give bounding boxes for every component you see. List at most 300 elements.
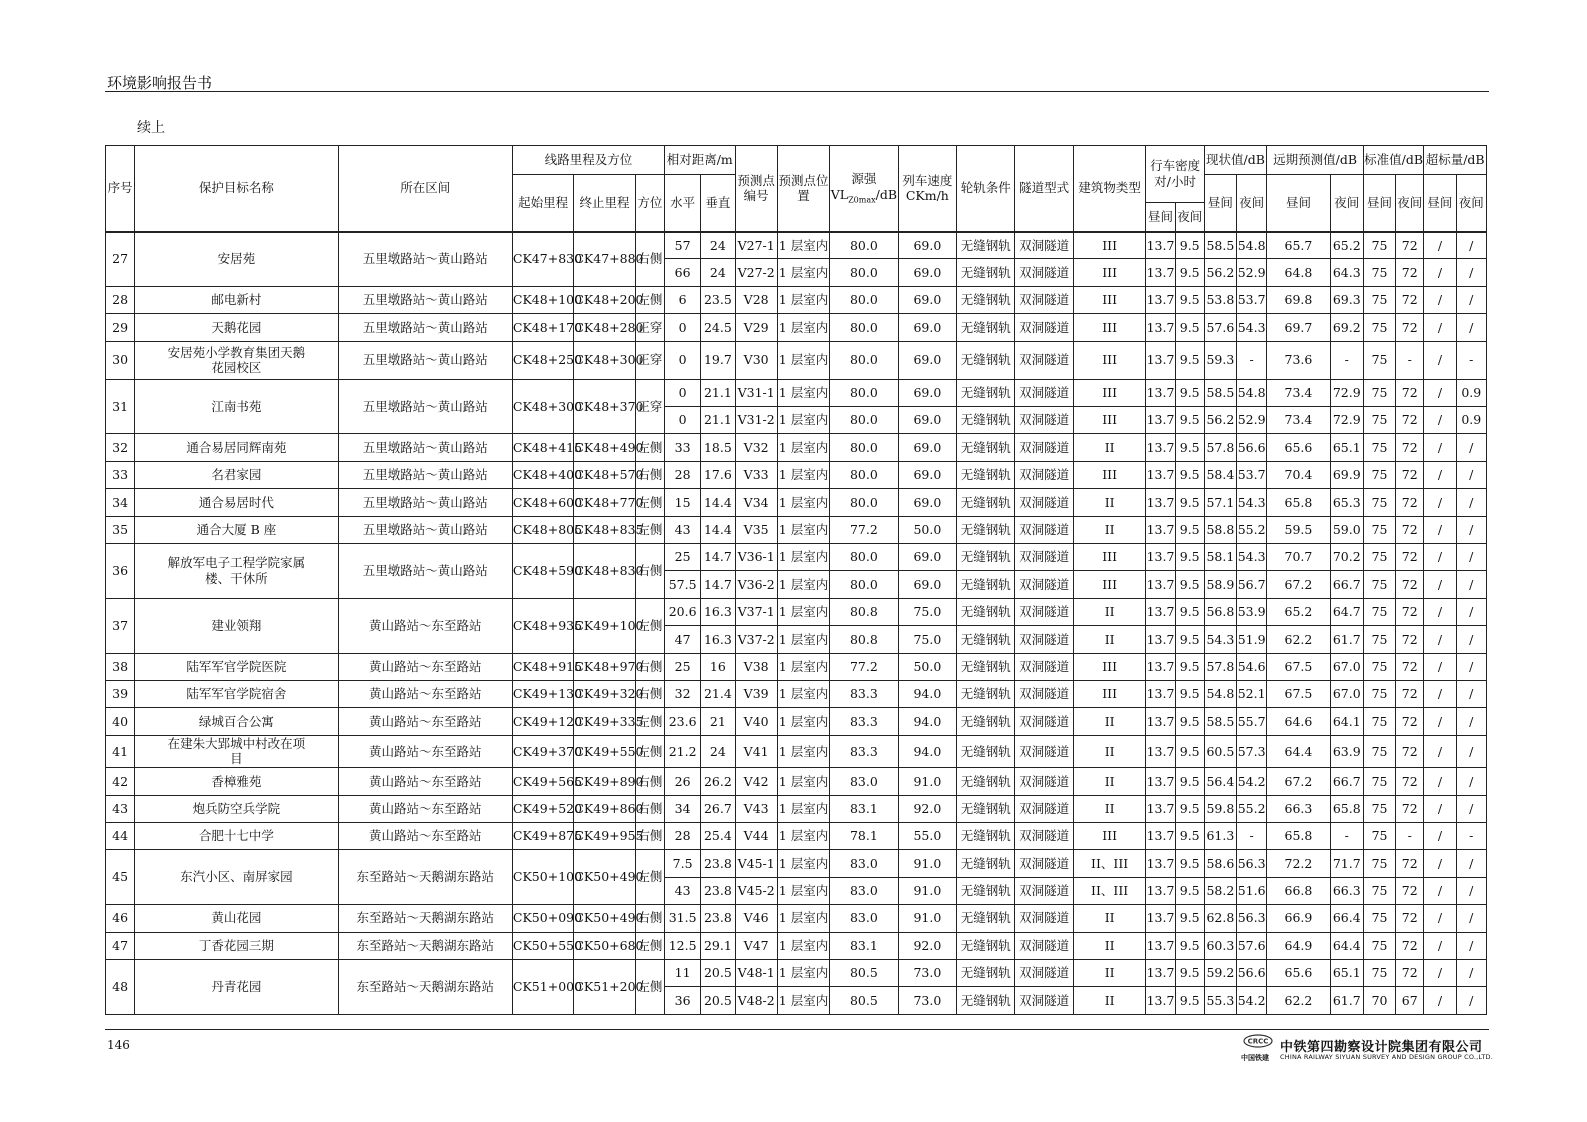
cell-speed: 92.0 <box>898 932 956 959</box>
page-number: 146 <box>107 1038 130 1052</box>
cell-start: CK48+250 <box>512 341 573 379</box>
cell-forecast-day: 59.5 <box>1267 516 1330 543</box>
cell-rail: 无缝钢轨 <box>957 735 1015 767</box>
header-distance-group: 相对距离/m <box>665 146 736 175</box>
cell-section: 黄山路站～东至路站 <box>338 795 512 822</box>
cell-forecast-night: 71.7 <box>1330 850 1363 877</box>
cell-name: 合肥十七中学 <box>135 822 338 849</box>
cell-horizontal: 0 <box>665 379 701 406</box>
cell-density-day: 13.7 <box>1146 407 1175 434</box>
cell-standard-night: 72 <box>1396 795 1424 822</box>
cell-standard-day: 75 <box>1363 259 1395 286</box>
cell-forecast-night: 61.7 <box>1330 626 1363 653</box>
cell-status-day: 56.8 <box>1204 598 1236 625</box>
cell-density-night: 9.5 <box>1175 407 1204 434</box>
cell-status-day: 58.4 <box>1204 461 1236 488</box>
cell-horizontal: 36 <box>665 987 701 1015</box>
cell-forecast-day: 70.4 <box>1267 461 1330 488</box>
footer-rule <box>105 1029 1489 1030</box>
cell-exceed-day: / <box>1424 407 1456 434</box>
cell-source: 80.0 <box>830 232 898 259</box>
cell-start: CK48+935 <box>512 598 573 653</box>
cell-speed: 69.0 <box>898 489 956 516</box>
cell-density-night: 9.5 <box>1175 681 1204 708</box>
cell-start: CK48+805 <box>512 516 573 543</box>
cell-horizontal: 6 <box>665 286 701 313</box>
cell-point-pos: 1 层室内 <box>777 598 829 625</box>
cell-exceed-night: / <box>1456 544 1486 571</box>
cell-rail: 无缝钢轨 <box>957 653 1015 680</box>
cell-vertical: 14.7 <box>701 544 735 571</box>
cell-tunnel: 双洞隧道 <box>1015 434 1073 461</box>
cell-building: III <box>1073 822 1146 849</box>
cell-status-night: 54.6 <box>1237 653 1267 680</box>
header-forecast-group: 远期预测值/dB <box>1267 146 1364 175</box>
cell-section: 东至路站～天鹅湖东路站 <box>338 850 512 905</box>
cell-forecast-night: 72.9 <box>1330 379 1363 406</box>
table-row <box>106 489 1487 516</box>
cell-exceed-day: / <box>1424 489 1456 516</box>
cell-start: CK50+550 <box>512 932 573 959</box>
cell-density-night: 9.5 <box>1175 379 1204 406</box>
cell-source: 83.1 <box>830 932 898 959</box>
cell-vertical: 16.3 <box>701 626 735 653</box>
cell-point-pos: 1 层室内 <box>777 822 829 849</box>
cell-forecast-day: 70.7 <box>1267 544 1330 571</box>
cell-seq: 35 <box>106 516 135 543</box>
cell-name: 名君家园 <box>135 461 338 488</box>
cell-rail: 无缝钢轨 <box>957 932 1015 959</box>
cell-forecast-day: 66.8 <box>1267 877 1330 904</box>
cell-horizontal: 23.6 <box>665 708 701 735</box>
cell-point-pos: 1 层室内 <box>777 987 829 1015</box>
cell-start: CK49+370 <box>512 735 573 767</box>
cell-status-day: 58.5 <box>1204 708 1236 735</box>
cell-density-night: 9.5 <box>1175 905 1204 932</box>
cell-status-night: 55.2 <box>1237 516 1267 543</box>
cell-exceed-night: / <box>1456 314 1486 341</box>
cell-exceed-night: - <box>1456 341 1486 379</box>
cell-start: CK49+565 <box>512 768 573 795</box>
cell-building: III <box>1073 544 1146 571</box>
cell-point-no: V35 <box>735 516 777 543</box>
cell-point-no: V36-2 <box>735 571 777 598</box>
cell-vertical: 14.4 <box>701 516 735 543</box>
table-row <box>106 314 1487 341</box>
cell-end: CK48+570 <box>574 461 635 488</box>
cell-exceed-day: / <box>1424 379 1456 406</box>
table-row <box>106 959 1487 986</box>
cell-building: III <box>1073 232 1146 259</box>
cell-status-day: 60.5 <box>1204 735 1236 767</box>
cell-tunnel: 双洞隧道 <box>1015 516 1073 543</box>
header-status-night: 夜间 <box>1237 175 1267 232</box>
cell-horizontal: 34 <box>665 795 701 822</box>
cell-exceed-day: / <box>1424 341 1456 379</box>
cell-horizontal: 57 <box>665 232 701 259</box>
cell-name: 通合易居时代 <box>135 489 338 516</box>
cell-rail: 无缝钢轨 <box>957 877 1015 904</box>
cell-exceed-night: / <box>1456 877 1486 904</box>
cell-end: CK48+490 <box>574 434 635 461</box>
cell-vertical: 17.6 <box>701 461 735 488</box>
header-status-day: 昼间 <box>1204 175 1236 232</box>
cell-forecast-night: 65.1 <box>1330 959 1363 986</box>
header-tunnel: 隧道型式 <box>1015 146 1073 232</box>
cell-density-night: 9.5 <box>1175 314 1204 341</box>
cell-horizontal: 33 <box>665 434 701 461</box>
cell-status-day: 58.5 <box>1204 232 1236 259</box>
header-source-vl: VL <box>830 186 849 202</box>
cell-forecast-night: 64.1 <box>1330 708 1363 735</box>
header-rule <box>105 91 1489 92</box>
noise-prediction-table-container <box>105 145 1487 1015</box>
cell-name: 东汽小区、南屏家园 <box>135 850 338 905</box>
cell-standard-night: 72 <box>1396 259 1424 286</box>
header-section: 所在区间 <box>338 146 512 232</box>
cell-point-no: V48-2 <box>735 987 777 1015</box>
cell-speed: 73.0 <box>898 987 956 1015</box>
cell-exceed-day: / <box>1424 314 1456 341</box>
cell-source: 83.3 <box>830 708 898 735</box>
cell-name: 陆军军官学院医院 <box>135 653 338 680</box>
cell-source: 83.0 <box>830 768 898 795</box>
header-start: 起始里程 <box>512 175 573 232</box>
cell-vertical: 21.4 <box>701 681 735 708</box>
company-name-cn: 中铁第四勘察设计院集团有限公司 <box>1280 1040 1483 1055</box>
cell-building: II <box>1073 959 1146 986</box>
cell-standard-day: 75 <box>1363 735 1395 767</box>
cell-forecast-night: 61.7 <box>1330 987 1363 1015</box>
cell-speed: 69.0 <box>898 379 956 406</box>
cell-standard-day: 75 <box>1363 822 1395 849</box>
cell-status-night: 52.9 <box>1237 259 1267 286</box>
cell-point-pos: 1 层室内 <box>777 768 829 795</box>
cell-name: 炮兵防空兵学院 <box>135 795 338 822</box>
cell-forecast-night: 66.7 <box>1330 571 1363 598</box>
cell-vertical: 26.7 <box>701 795 735 822</box>
cell-forecast-day: 73.4 <box>1267 379 1330 406</box>
cell-forecast-day: 69.7 <box>1267 314 1330 341</box>
cell-start: CK49+120 <box>512 708 573 735</box>
cell-seq: 43 <box>106 795 135 822</box>
cell-point-no: V44 <box>735 822 777 849</box>
cell-speed: 73.0 <box>898 959 956 986</box>
cell-tunnel: 双洞隧道 <box>1015 932 1073 959</box>
cell-density-night: 9.5 <box>1175 571 1204 598</box>
cell-standard-day: 75 <box>1363 516 1395 543</box>
cell-source: 78.1 <box>830 822 898 849</box>
cell-density-day: 13.7 <box>1146 544 1175 571</box>
cell-point-pos: 1 层室内 <box>777 489 829 516</box>
cell-building: III <box>1073 681 1146 708</box>
cell-horizontal: 25 <box>665 653 701 680</box>
cell-vertical: 24 <box>701 232 735 259</box>
cell-forecast-night: 67.0 <box>1330 653 1363 680</box>
cell-density-night: 9.5 <box>1175 795 1204 822</box>
cell-density-night: 9.5 <box>1175 735 1204 767</box>
cell-standard-night: 72 <box>1396 516 1424 543</box>
cell-building: II <box>1073 795 1146 822</box>
header-density-day: 昼间 <box>1146 203 1175 232</box>
cell-speed: 69.0 <box>898 461 956 488</box>
header-speed: 列车速度CKm/h <box>898 146 956 232</box>
cell-density-day: 13.7 <box>1146 286 1175 313</box>
cell-standard-night: 72 <box>1396 905 1424 932</box>
cell-density-day: 13.7 <box>1146 768 1175 795</box>
cell-status-day: 61.3 <box>1204 822 1236 849</box>
cell-rail: 无缝钢轨 <box>957 489 1015 516</box>
cell-tunnel: 双洞隧道 <box>1015 768 1073 795</box>
cell-horizontal: 0 <box>665 341 701 379</box>
cell-exceed-day: / <box>1424 653 1456 680</box>
cell-exceed-day: / <box>1424 434 1456 461</box>
cell-vertical: 29.1 <box>701 932 735 959</box>
cell-point-pos: 1 层室内 <box>777 341 829 379</box>
cell-standard-night: 72 <box>1396 598 1424 625</box>
cell-point-pos: 1 层室内 <box>777 850 829 877</box>
cell-exceed-night: / <box>1456 571 1486 598</box>
cell-density-night: 9.5 <box>1175 626 1204 653</box>
cell-source: 80.8 <box>830 626 898 653</box>
cell-section: 黄山路站～东至路站 <box>338 681 512 708</box>
cell-density-night: 9.5 <box>1175 259 1204 286</box>
header-source-sub: Z0max <box>848 195 876 205</box>
cell-horizontal: 11 <box>665 959 701 986</box>
cell-status-night: 54.8 <box>1237 379 1267 406</box>
cell-seq: 31 <box>106 379 135 434</box>
cell-tunnel: 双洞隧道 <box>1015 708 1073 735</box>
cell-horizontal: 43 <box>665 877 701 904</box>
cell-density-night: 9.5 <box>1175 653 1204 680</box>
cell-exceed-night: 0.9 <box>1456 379 1486 406</box>
cell-standard-day: 75 <box>1363 877 1395 904</box>
cell-point-no: V32 <box>735 434 777 461</box>
cell-speed: 69.0 <box>898 286 956 313</box>
cell-standard-day: 75 <box>1363 286 1395 313</box>
cell-exceed-night: 0.9 <box>1456 407 1486 434</box>
cell-section: 五里墩路站～黄山路站 <box>338 544 512 599</box>
cell-standard-night: 72 <box>1396 681 1424 708</box>
cell-side: 左侧 <box>635 959 664 1014</box>
cell-exceed-night: / <box>1456 653 1486 680</box>
cell-density-day: 13.7 <box>1146 379 1175 406</box>
header-status-group: 现状值/dB <box>1204 146 1266 175</box>
cell-start: CK48+300 <box>512 379 573 434</box>
cell-density-day: 13.7 <box>1146 850 1175 877</box>
company-name-en: CHINA RAILWAY SIYUAN SURVEY AND DESIGN GROUP CO.,LTD. <box>1280 1053 1493 1061</box>
cell-section: 黄山路站～东至路站 <box>338 653 512 680</box>
cell-speed: 94.0 <box>898 708 956 735</box>
cell-name: 绿城百合公寓 <box>135 708 338 735</box>
cell-speed: 69.0 <box>898 544 956 571</box>
cell-speed: 91.0 <box>898 905 956 932</box>
cell-forecast-night: 69.3 <box>1330 286 1363 313</box>
cell-point-pos: 1 层室内 <box>777 959 829 986</box>
header-source <box>830 146 898 232</box>
cell-tunnel: 双洞隧道 <box>1015 232 1073 259</box>
noise-prediction-table <box>105 145 1487 1015</box>
cell-rail: 无缝钢轨 <box>957 232 1015 259</box>
cell-status-night: - <box>1237 822 1267 849</box>
header-building: 建筑物类型 <box>1073 146 1146 232</box>
cell-end: CK49+550 <box>574 735 635 767</box>
cell-building: II <box>1073 768 1146 795</box>
cell-horizontal: 28 <box>665 822 701 849</box>
cell-name: 安居苑 <box>135 232 338 287</box>
cell-exceed-day: / <box>1424 259 1456 286</box>
cell-density-day: 13.7 <box>1146 598 1175 625</box>
cell-point-pos: 1 层室内 <box>777 544 829 571</box>
table-row <box>106 434 1487 461</box>
cell-point-no: V31-1 <box>735 379 777 406</box>
cell-exceed-day: / <box>1424 681 1456 708</box>
cell-density-day: 13.7 <box>1146 461 1175 488</box>
cell-exceed-day: / <box>1424 959 1456 986</box>
cell-speed: 94.0 <box>898 681 956 708</box>
cell-end: CK48+830 <box>574 544 635 599</box>
header-name: 保护目标名称 <box>135 146 338 232</box>
cell-tunnel: 双洞隧道 <box>1015 571 1073 598</box>
cell-point-no: V27-1 <box>735 232 777 259</box>
table-row <box>106 795 1487 822</box>
cell-density-day: 13.7 <box>1146 795 1175 822</box>
header-mileage-group: 线路里程及方位 <box>512 146 664 175</box>
cell-density-day: 13.7 <box>1146 232 1175 259</box>
cell-density-night: 9.5 <box>1175 461 1204 488</box>
cell-rail: 无缝钢轨 <box>957 681 1015 708</box>
cell-start: CK50+090 <box>512 905 573 932</box>
cell-forecast-day: 73.6 <box>1267 341 1330 379</box>
cell-name: 通合大厦 B 座 <box>135 516 338 543</box>
cell-standard-day: 75 <box>1363 932 1395 959</box>
cell-status-day: 54.8 <box>1204 681 1236 708</box>
cell-status-day: 58.5 <box>1204 379 1236 406</box>
cell-side: 右侧 <box>635 653 664 680</box>
cell-forecast-day: 65.8 <box>1267 822 1330 849</box>
cell-seq: 48 <box>106 959 135 1014</box>
cell-tunnel: 双洞隧道 <box>1015 286 1073 313</box>
header-rail: 轮轨条件 <box>957 146 1015 232</box>
cell-status-night: 55.2 <box>1237 795 1267 822</box>
table-row <box>106 341 1487 379</box>
cell-tunnel: 双洞隧道 <box>1015 850 1073 877</box>
cell-status-day: 58.9 <box>1204 571 1236 598</box>
cell-vertical: 21.1 <box>701 379 735 406</box>
table-body <box>106 232 1487 1015</box>
cell-status-night: 52.1 <box>1237 681 1267 708</box>
cell-source: 83.0 <box>830 850 898 877</box>
table-row <box>106 850 1487 877</box>
cell-forecast-night: 65.8 <box>1330 795 1363 822</box>
cell-seq: 29 <box>106 314 135 341</box>
cell-standard-night: 72 <box>1396 461 1424 488</box>
cell-seq: 30 <box>106 341 135 379</box>
table-row <box>106 286 1487 313</box>
cell-forecast-night: 64.3 <box>1330 259 1363 286</box>
cell-tunnel: 双洞隧道 <box>1015 259 1073 286</box>
table-row <box>106 735 1487 767</box>
cell-end: CK50+680 <box>574 932 635 959</box>
cell-section: 五里墩路站～黄山路站 <box>338 461 512 488</box>
cell-density-day: 13.7 <box>1146 314 1175 341</box>
cell-forecast-day: 65.7 <box>1267 232 1330 259</box>
cell-vertical: 23.5 <box>701 286 735 313</box>
cell-density-day: 13.7 <box>1146 987 1175 1015</box>
cell-point-no: V37-2 <box>735 626 777 653</box>
cell-point-no: V34 <box>735 489 777 516</box>
cell-standard-night: 72 <box>1396 768 1424 795</box>
cell-standard-night: 72 <box>1396 708 1424 735</box>
cell-horizontal: 66 <box>665 259 701 286</box>
cell-name: 安居苑小学教育集团天鹅花园校区 <box>135 341 338 379</box>
cell-start: CK48+415 <box>512 434 573 461</box>
cell-source: 80.0 <box>830 489 898 516</box>
cell-source: 80.0 <box>830 434 898 461</box>
cell-standard-night: 72 <box>1396 407 1424 434</box>
cell-forecast-day: 73.4 <box>1267 407 1330 434</box>
cell-building: II <box>1073 735 1146 767</box>
cell-seq: 34 <box>106 489 135 516</box>
table-row <box>106 516 1487 543</box>
cell-exceed-night: / <box>1456 768 1486 795</box>
table-row <box>106 461 1487 488</box>
cell-tunnel: 双洞隧道 <box>1015 341 1073 379</box>
cell-name: 江南书苑 <box>135 379 338 434</box>
cell-vertical: 16 <box>701 653 735 680</box>
cell-side: 右侧 <box>635 795 664 822</box>
cell-rail: 无缝钢轨 <box>957 959 1015 986</box>
cell-standard-night: 72 <box>1396 379 1424 406</box>
cell-forecast-night: 66.4 <box>1330 905 1363 932</box>
cell-tunnel: 双洞隧道 <box>1015 877 1073 904</box>
cell-name: 丁香花园三期 <box>135 932 338 959</box>
cell-exceed-night: / <box>1456 626 1486 653</box>
cell-point-pos: 1 层室内 <box>777 708 829 735</box>
cell-end: CK48+835 <box>574 516 635 543</box>
table-row <box>106 232 1487 259</box>
cell-standard-night: - <box>1396 341 1424 379</box>
cell-forecast-day: 65.8 <box>1267 489 1330 516</box>
cell-standard-day: 70 <box>1363 987 1395 1015</box>
cell-horizontal: 25 <box>665 544 701 571</box>
cell-status-night: - <box>1237 341 1267 379</box>
cell-name: 丹青花园 <box>135 959 338 1014</box>
cell-standard-day: 75 <box>1363 768 1395 795</box>
cell-point-pos: 1 层室内 <box>777 232 829 259</box>
cell-exceed-day: / <box>1424 571 1456 598</box>
cell-side: 左侧 <box>635 932 664 959</box>
cell-standard-night: 72 <box>1396 932 1424 959</box>
cell-section: 五里墩路站～黄山路站 <box>338 232 512 287</box>
cell-exceed-day: / <box>1424 932 1456 959</box>
cell-source: 80.0 <box>830 286 898 313</box>
cell-speed: 50.0 <box>898 653 956 680</box>
cell-building: III <box>1073 407 1146 434</box>
cell-vertical: 19.7 <box>701 341 735 379</box>
cell-forecast-night: 70.2 <box>1330 544 1363 571</box>
cell-section: 五里墩路站～黄山路站 <box>338 379 512 434</box>
cell-status-night: 54.3 <box>1237 314 1267 341</box>
cell-horizontal: 57.5 <box>665 571 701 598</box>
cell-forecast-day: 62.2 <box>1267 987 1330 1015</box>
cell-source: 83.0 <box>830 877 898 904</box>
cell-density-night: 9.5 <box>1175 932 1204 959</box>
cell-exceed-day: / <box>1424 544 1456 571</box>
cell-forecast-night: 67.0 <box>1330 681 1363 708</box>
cell-status-night: 57.3 <box>1237 735 1267 767</box>
cell-density-day: 13.7 <box>1146 708 1175 735</box>
